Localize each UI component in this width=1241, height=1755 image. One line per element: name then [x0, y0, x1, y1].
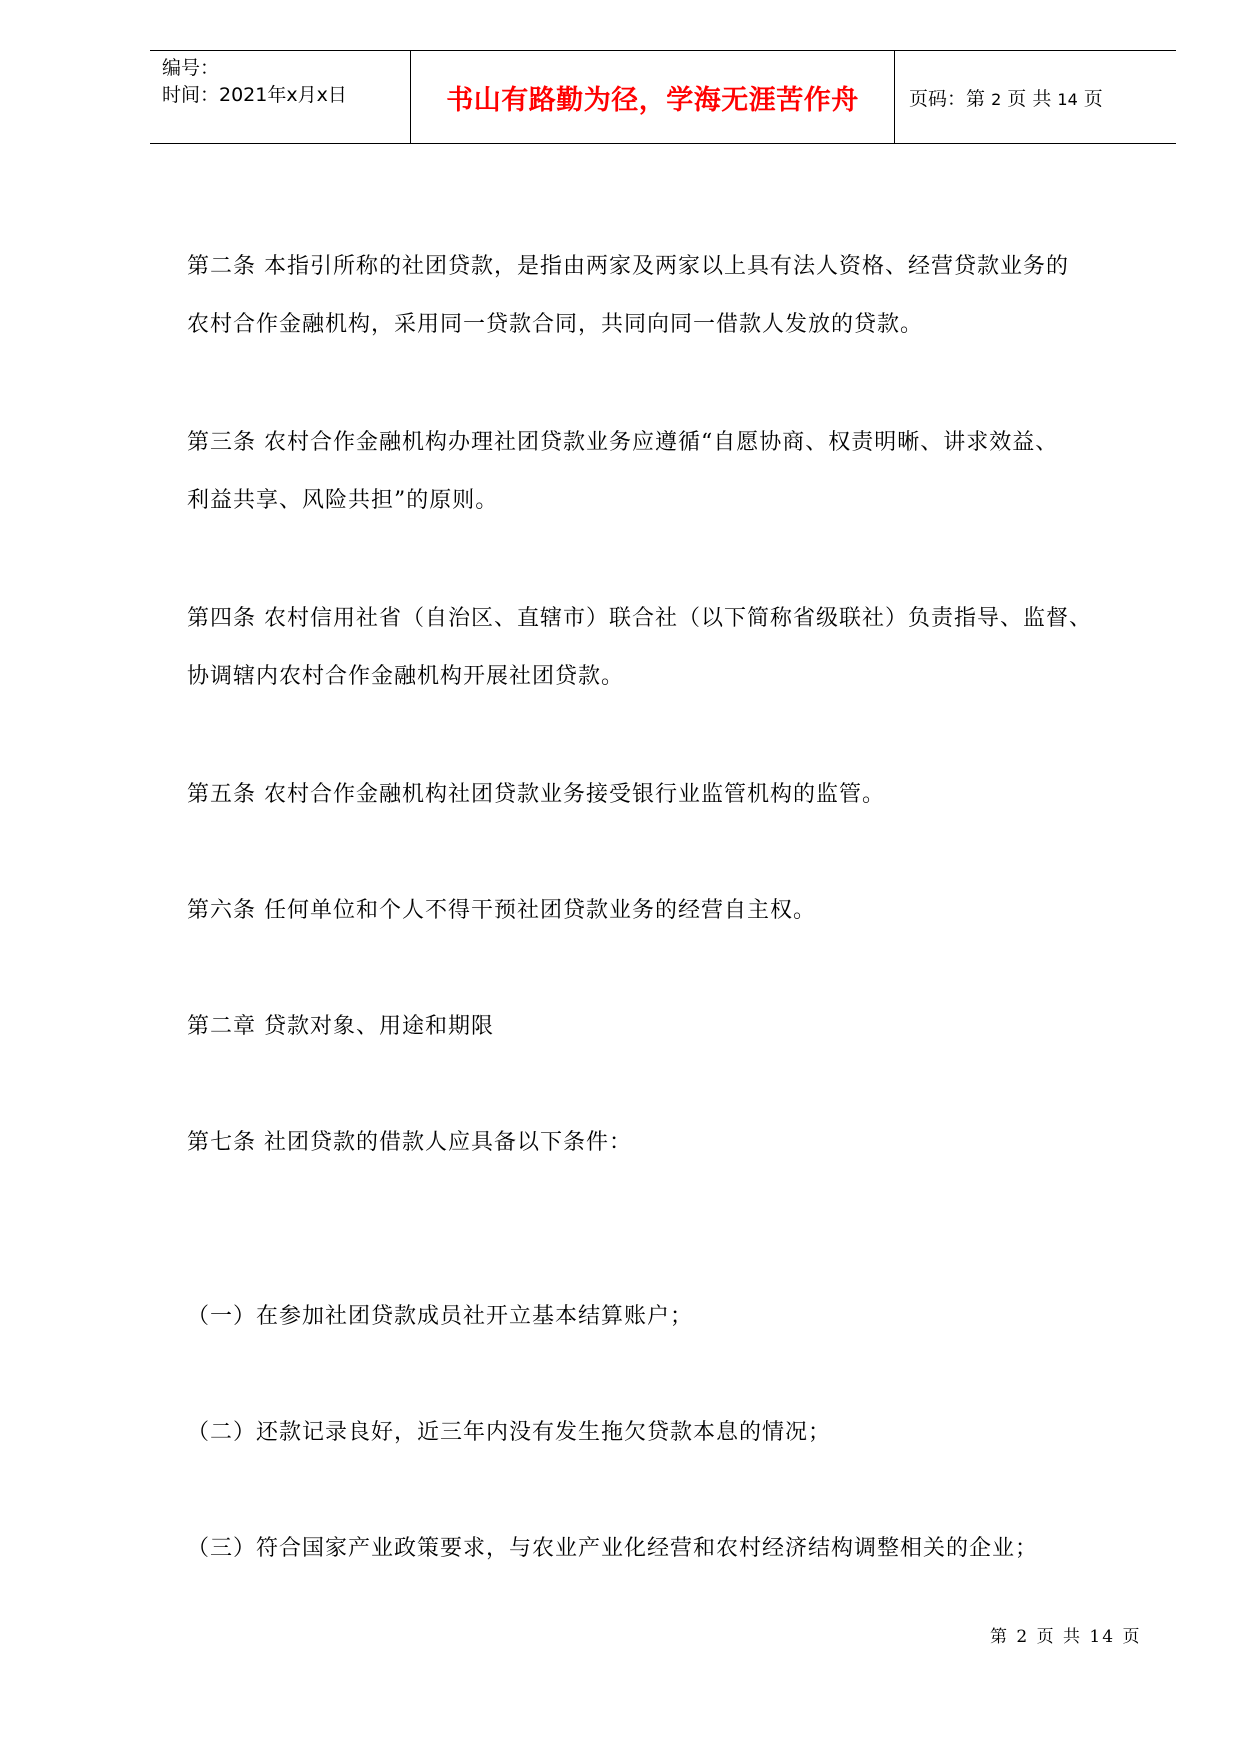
header-page-number — [909, 84, 1103, 111]
condition-item-3 — [187, 1520, 1147, 1578]
condition-item-2 — [187, 1404, 1147, 1462]
article-3-line-2: 利益共享、风险共担”的原则。 — [187, 488, 499, 513]
condition-item-1-line: （一）在参加社团贷款成员社开立基本结算账户； — [187, 1304, 694, 1329]
document-number-label: 编号： — [162, 57, 220, 79]
article-5-line: 第五条 农村合作金融机构社团贷款业务接受银行业监管机构的监管。 — [187, 782, 885, 807]
chapter-2-heading — [187, 998, 1147, 1056]
page-current: 2 — [991, 89, 1002, 109]
document-time-label: 时间：2021年x月x日 — [162, 84, 347, 106]
header-motto: 书山有路勤为径，学海无涯苦作舟 — [446, 84, 859, 116]
article-6-line: 第六条 任何单位和个人不得干预社团贷款业务的经营自主权。 — [187, 898, 816, 923]
page-label-prefix: 页码：第 — [909, 87, 986, 110]
article-4-line-1: 第四条 农村信用社省（自治区、直辖市）联合社（以下简称省级联社）负责指导、监督、 — [187, 606, 1092, 631]
article-2-line-2: 农村合作金融机构，采用同一贷款合同，共同向同一借款人发放的贷款。 — [187, 312, 924, 337]
article-2-line-1: 第二条 本指引所称的社团贷款，是指由两家及两家以上具有法人资格、经营贷款业务的 — [187, 254, 1069, 279]
condition-item-2-line: （二）还款记录良好，近三年内没有发生拖欠贷款本息的情况； — [187, 1420, 832, 1445]
page-label-suffix: 页 — [1083, 87, 1103, 110]
page-footer: 第 2 页 共 14 页 — [990, 1627, 1142, 1647]
page-total: 14 — [1057, 89, 1078, 109]
condition-item-1 — [187, 1288, 1147, 1346]
article-7-line: 第七条 社团贷款的借款人应具备以下条件： — [187, 1130, 632, 1155]
article-6-paragraph — [187, 882, 1147, 940]
condition-item-3-line: （三）符合国家产业政策要求，与农业产业化经营和农村经济结构调整相关的企业； — [187, 1536, 1039, 1561]
page-header — [150, 50, 1176, 144]
page-label-mid: 页 共 — [1007, 87, 1052, 110]
article-5-paragraph — [187, 766, 1147, 824]
header-motto-cell — [410, 51, 895, 143]
header-page-cell — [895, 51, 1176, 143]
article-2-paragraph — [187, 238, 1147, 354]
article-7-paragraph — [187, 1114, 1147, 1172]
article-4-paragraph — [187, 590, 1147, 706]
article-4-line-2: 协调辖内农村合作金融机构开展社团贷款。 — [187, 664, 625, 689]
article-3-line-1: 第三条 农村合作金融机构办理社团贷款业务应遵循“自愿协商、权责明晰、讲求效益、 — [187, 430, 1059, 455]
header-meta-cell — [150, 51, 410, 143]
chapter-2-line: 第二章 贷款对象、用途和期限 — [187, 1014, 494, 1039]
article-3-paragraph — [187, 414, 1147, 530]
